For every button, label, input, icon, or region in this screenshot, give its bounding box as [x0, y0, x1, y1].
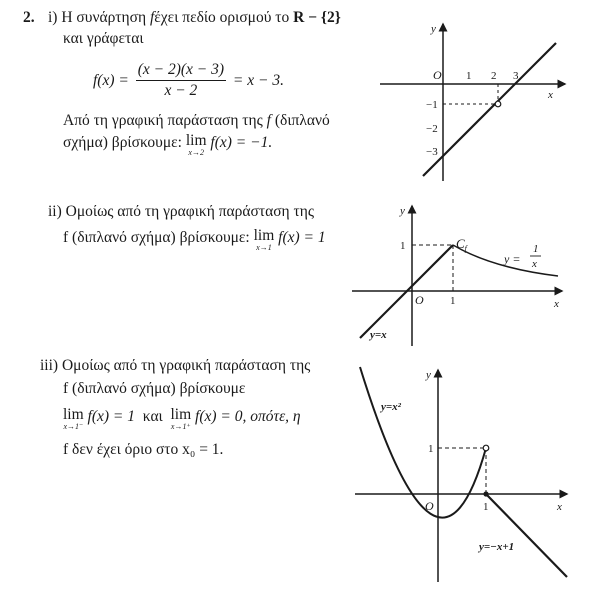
part3-line2: f (διπλανό σχήμα) βρίσκουμε	[63, 380, 246, 397]
part2-limit-result: f(x) = 1	[278, 229, 326, 246]
lim-word: lim	[63, 406, 84, 423]
part2-line1	[48, 203, 314, 221]
part3-line1-text: Ομοίως από τη γραφική παράσταση της	[61, 357, 311, 374]
g3-parabola-label: y=x²	[381, 401, 401, 413]
graph3	[355, 362, 575, 587]
part1-line3-rest: (διπλανό	[274, 112, 330, 129]
graph2	[352, 200, 572, 350]
formula-lhs: f(x) =	[93, 71, 129, 89]
formula-denominator: x − 2	[164, 82, 198, 99]
g2-x-label: x	[554, 298, 559, 310]
formula-numerator: (x − 2)(x − 3)	[136, 60, 226, 81]
g1-y-label: y	[431, 23, 436, 35]
part3-and: και	[142, 408, 163, 425]
g2-rhs-label: y =	[504, 252, 521, 266]
exercise-number: 2.	[23, 9, 35, 26]
part1-line1-text: Η συνάρτηση	[61, 9, 147, 26]
part1-line1	[48, 9, 341, 27]
g3-parabola	[360, 367, 486, 518]
g2-rhs-den: x	[532, 258, 537, 270]
part3-line4: f δεν έχει όριο στο x₀ = 1.	[63, 441, 224, 458]
g1-origin: O	[433, 68, 442, 82]
g2-line-label: y=x	[370, 329, 387, 341]
g1-xtick-2: 2	[491, 70, 497, 82]
g3-x-label: x	[557, 501, 562, 513]
part3-line1	[40, 357, 310, 375]
g1-hole	[495, 101, 501, 107]
part1-line3	[63, 112, 330, 130]
g3-point	[483, 491, 488, 496]
part2-line2	[63, 229, 326, 252]
part2-line2-text: f (διπλανό σχήμα) βρίσκουμε:	[63, 229, 250, 246]
lim-word: lim	[170, 406, 192, 423]
g1-ytick-2: −2	[426, 123, 438, 135]
lim-subscript: x→1	[256, 243, 272, 252]
part3-line3	[63, 408, 301, 431]
g2-origin: O	[415, 293, 424, 307]
formula-fraction	[136, 60, 226, 101]
part3-limit-right-result: f(x) = 0, οπότε, η	[195, 408, 301, 425]
part1-line4-text: σχήμα) βρίσκουμε:	[63, 134, 182, 151]
g2-ytick-1: 1	[400, 240, 406, 252]
part3-limit-left	[63, 408, 84, 431]
g3-origin: O	[425, 499, 434, 513]
lim-subscript: x→1⁺	[170, 422, 191, 431]
g1-xtick-3: 3	[513, 70, 519, 82]
g2-rhs-num: 1	[533, 243, 539, 255]
part1-formula	[93, 60, 284, 101]
lim-subscript: x→2	[188, 148, 204, 157]
g2-curve-label: $C_f$	[456, 236, 467, 253]
g1-ytick-1: −1	[426, 99, 438, 111]
g3-line-label: y=−x+1	[479, 541, 515, 553]
part1-limit-result: f(x) = −1.	[210, 134, 273, 151]
part1-line2: και γράφεται	[63, 30, 144, 47]
part2-label: ii)	[48, 203, 62, 220]
part3-label: iii)	[40, 357, 59, 374]
part1-label: i)	[48, 9, 58, 26]
g3-hole	[483, 445, 489, 451]
g3-xtick-1: 1	[483, 501, 489, 513]
g1-xtick-1: 1	[466, 70, 472, 82]
g1-x-label: x	[548, 89, 553, 101]
part1-limit	[186, 134, 207, 157]
lim-subscript: x→1⁻	[63, 422, 84, 431]
lim-word: lim	[253, 227, 275, 244]
part3-limit-left-result: f(x) = 1	[87, 408, 136, 425]
g1-ytick-3: −3	[426, 146, 438, 158]
g3-y-label: y	[426, 369, 431, 381]
graph1	[380, 18, 580, 188]
g2-xtick-1: 1	[450, 295, 456, 307]
g2-y-label: y	[400, 205, 405, 217]
g3-line	[486, 494, 567, 577]
part2-limit	[254, 229, 275, 252]
part1-line3-text: Από τη γραφική παράσταση της	[63, 112, 263, 129]
part1-line1-rest: έχει πεδίο ορισμού το	[154, 9, 290, 26]
lim-word: lim	[185, 132, 207, 149]
g3-ytick-1: 1	[428, 443, 434, 455]
part1-line3-f: f	[266, 112, 271, 129]
part3-limit-right	[170, 408, 191, 431]
part1-line4	[63, 134, 272, 157]
part1-f: f	[149, 9, 155, 26]
part1-domain: R − {2}	[293, 9, 341, 26]
formula-rhs: = x − 3.	[232, 71, 284, 89]
part2-line1-text: Ομοίως από τη γραφική παράσταση της	[65, 203, 315, 220]
